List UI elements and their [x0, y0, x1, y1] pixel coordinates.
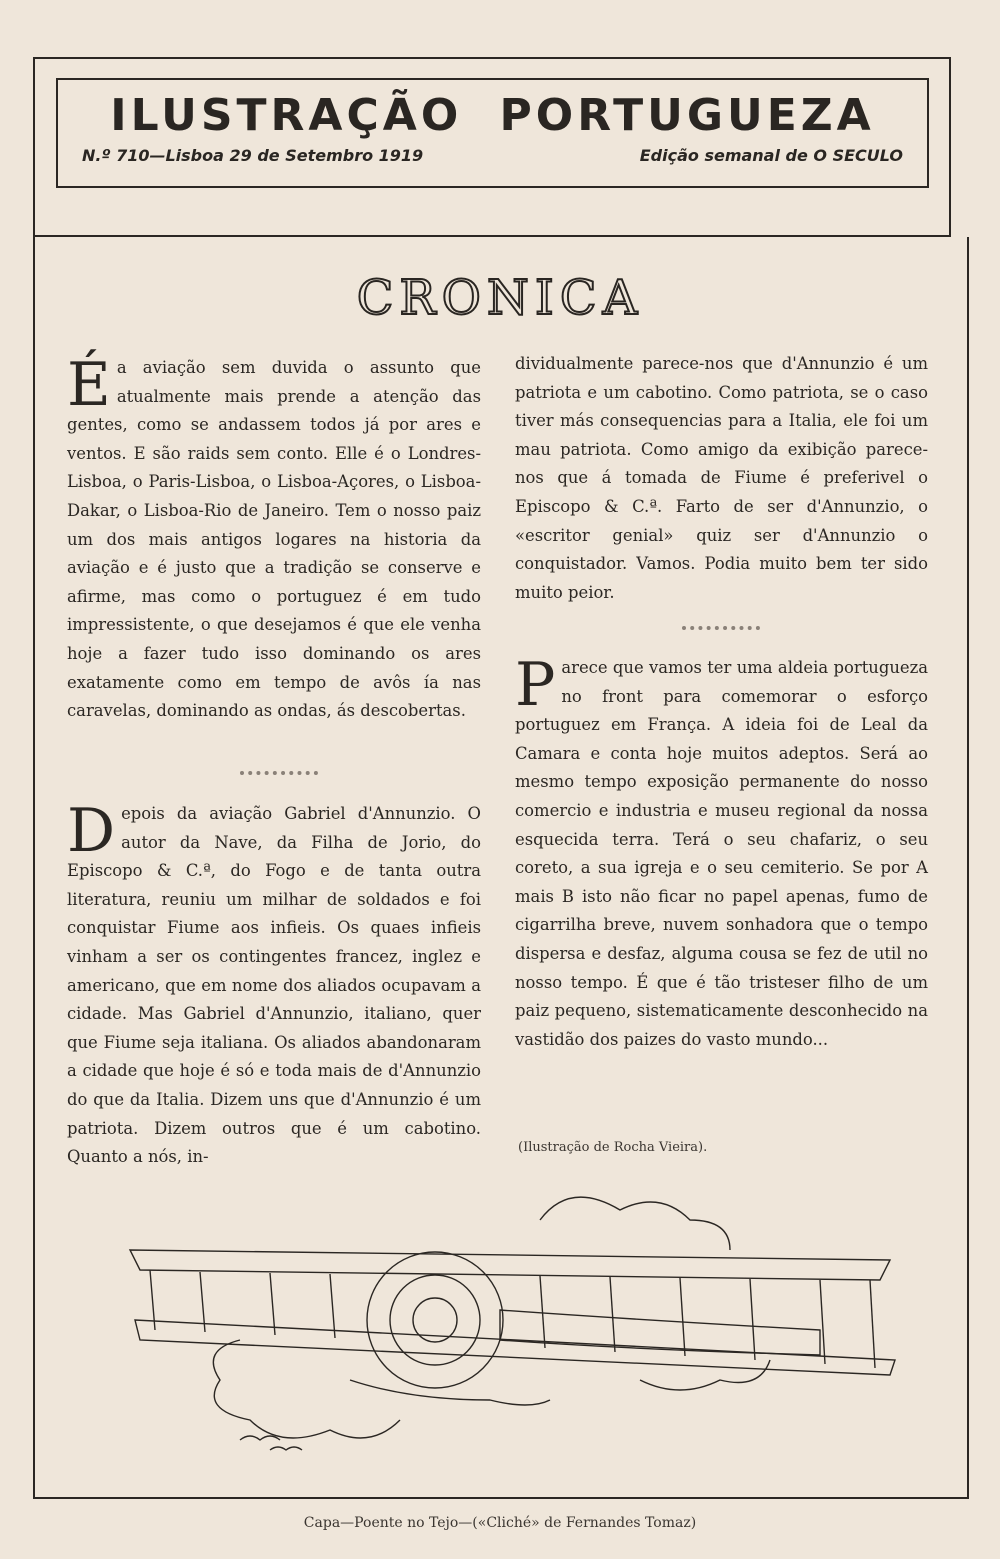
column-1-paragraph-1 — [67, 350, 481, 726]
edition-line: Edição semanal de O SECULO — [639, 146, 903, 165]
dropcap: D — [67, 796, 116, 866]
paragraph-text: epois da aviação Gabriel d'Annunzio. O autor da Nave, da Filha de Jorio, do Episcopo & C.ª, do Fogo e de tanta outra literatura, reuniu um milhar de soldados e foi conquistar Fiume aos infieis. Os quaes infieis vinham a ser os contingentes francez, inglez e americano, que em nome dos aliados ocupavam a cidade. Mas Gabriel d'Annunzio, italiano, quer que Fiume seja italiana. Os aliados abandonaram a cidade que hoje é só e toda mais de d'Annunzio do que da Italia. Dizem uns que d'Annunzio é um patriota. Dizem outros que é um cabotino. Quanto a nós, in- — [67, 804, 481, 1167]
publication-title: ILUSTRAÇÃO PORTUGUEZA — [110, 90, 875, 141]
column-2-paragraph-1 — [515, 350, 928, 607]
section-separator — [682, 626, 760, 630]
column-1-paragraph-2 — [67, 796, 481, 1172]
issue-line: N.º 710—Lisboa 29 de Setembro 1919 — [82, 146, 424, 165]
dropcap: É — [67, 350, 111, 420]
paragraph-text: arece que vamos ter uma aldeia portugueza no front para comemorar o esforço portuguez em França. A ideia foi de Leal da Camara e conta hoje muitos adeptos. Será ao mesmo tempo exposição permanente do nosso comercio e industria e museu regional da nossa esquecida terra. Terá o seu chafariz, o seu coreto, a sua igreja e o seu cemiterio. Se por A mais B isto não ficar no papel apenas, fumo de cigarrilha breve, nuvem sonhadora que o tempo dispersa e desfaz, alguma cousa se fez de util no nosso tempo. É que é tão tristeser filho de um paiz pequeno, sistematicamente desconhecido na vastidão dos paizes do vasto mundo... — [515, 658, 928, 1049]
cover-caption: Capa—Poente no Tejo—(«Cliché» de Fernandes Tomaz) — [303, 1515, 697, 1531]
section-separator — [240, 771, 318, 775]
column-2-paragraph-2 — [515, 650, 928, 1054]
masthead — [56, 78, 929, 188]
section-title: CRONICA — [356, 270, 644, 326]
paragraph-text: a aviação sem duvida o assunto que atualmente mais prende a atenção das gentes, como se andassem todos já por ares e ventos. E são raids sem conto. Elle é o Londres-Lisboa, o Paris-Lisboa, o Lisboa-Açores, o Lisboa-Dakar, o Lisboa-Rio de Janeiro. Tem o nosso paiz um dos mais antigos logares na historia da aviação e é justo que a tradição se conserve e afirme, mas como o portuguez é em tudo impressistente, o que desejamos é que ele venha hoje a fazer tudo isso dominando os ares exatamente como em tempo de avôs ía nas caravelas, dominando as ondas, ás descobertas. — [67, 358, 481, 721]
dropcap: P — [515, 650, 556, 720]
paragraph-text: dividualmente parece-nos que d'Annunzio é um patriota e um cabotino. Como patriota, se o caso tiver más consequencias para a Italia, ele foi um mau patriota. Como amigo da exibição parece-nos que á tomada de Fiume é preferivel o Episcopo & C.ª. Farto de ser d'Annunzio, o «escritor genial» quiz ser d'Annunzio o conquistador. Vamos. Podia muito bem ter sido muito peior. — [515, 354, 928, 602]
illustration-credit: (Ilustração de Rocha Vieira). — [518, 1140, 708, 1155]
biplane-illustration — [120, 1180, 900, 1480]
